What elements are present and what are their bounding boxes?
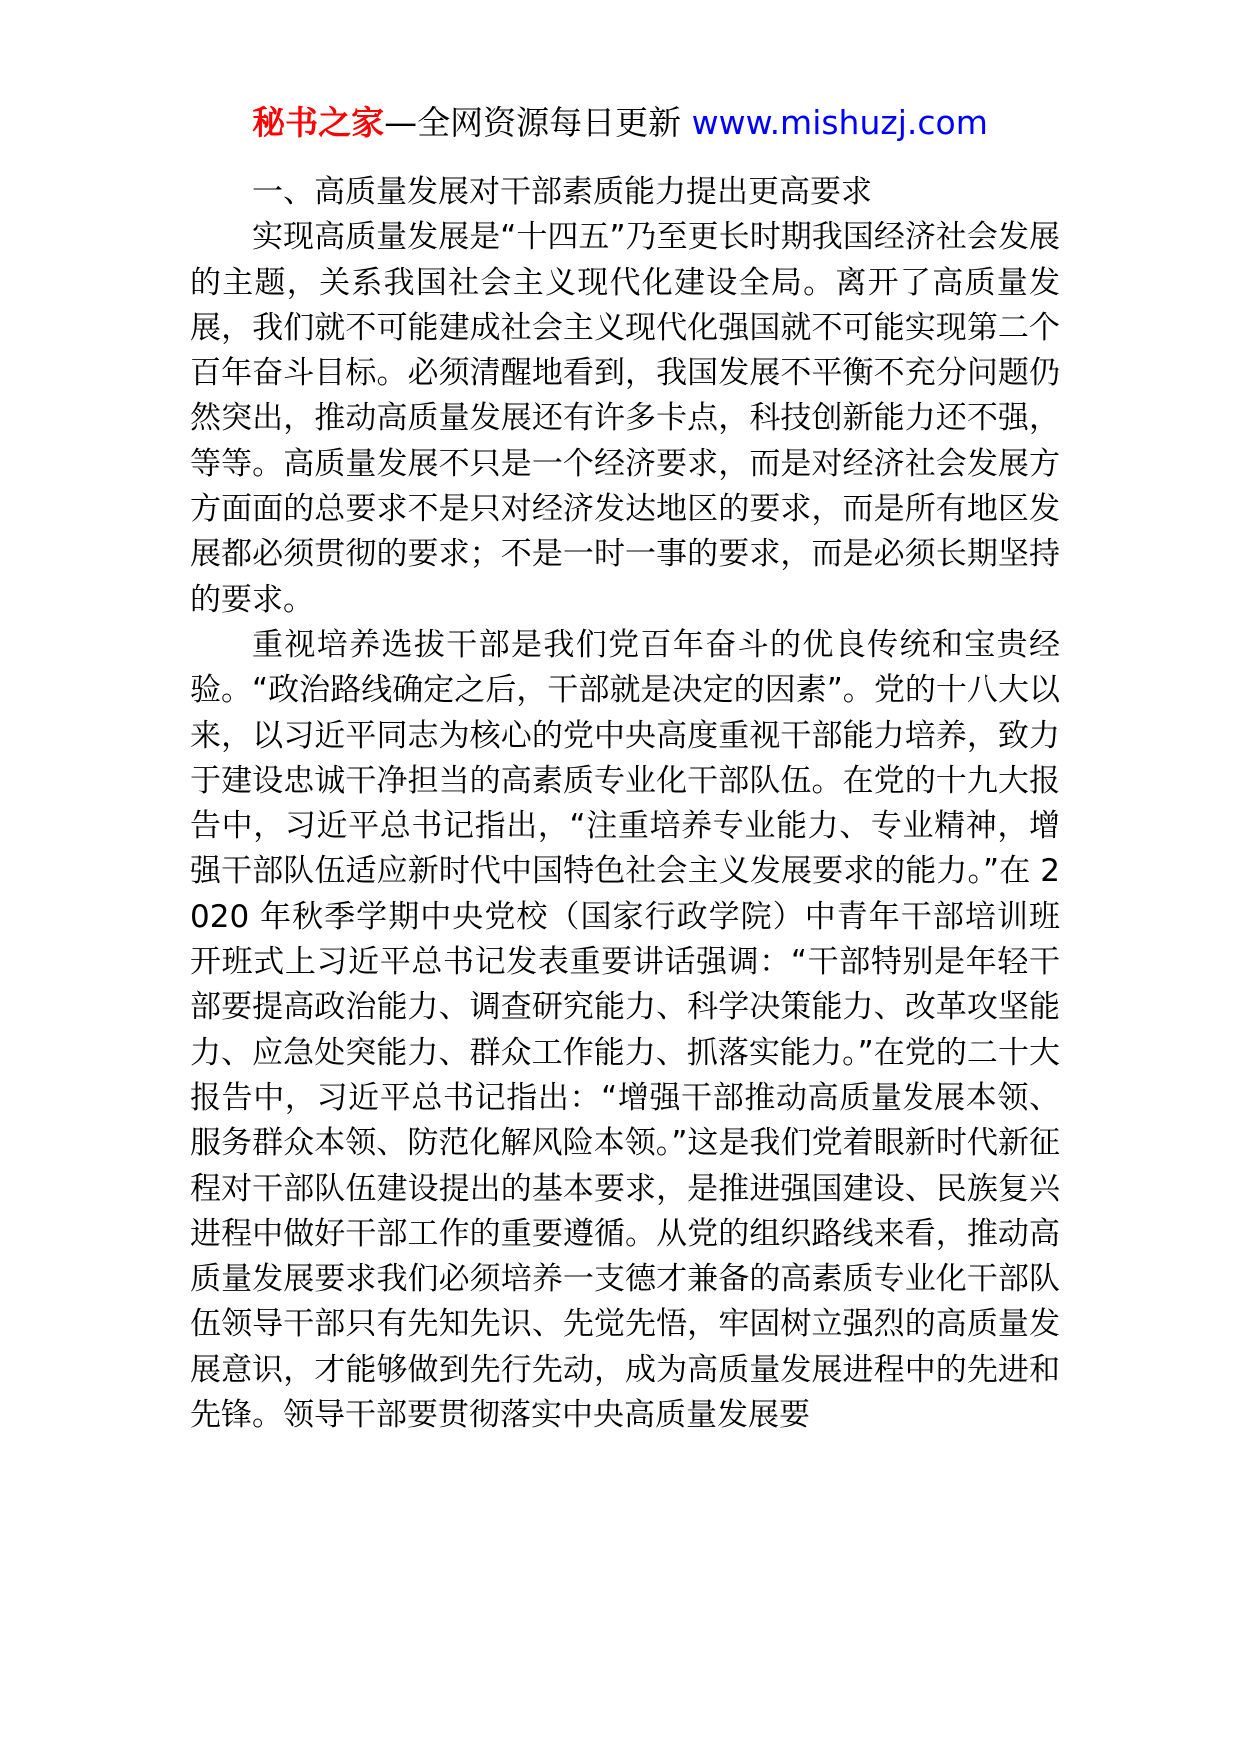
paragraph-2: 重视培养选拔干部是我们党百年奋斗的优良传统和宝贵经验。“政治路线确定之后，干部就是决定的因素”。党的十八大以来，以习近平同志为核心的党中央高度重视干部能力培养，致力于建设忠诚干净担当的高素质专业化干部队伍。在党的十九大报告中，习近平总书记指出，“注重培养专业能力、专业精神，增强干部队伍适应新时代中国特色社会主义发展要求的能力。”在 2020 年秋季学期中央党校（国家行政学院）中青年干部培训班开班式上习近平总书记发表重要讲话强调：“干部特别是年轻干部要提高政治能力、调查研究能力、科学决策能力、改革攻坚能力、应急处突能力、群众工作能力、抓落实能力。”在党的二十大报告中，习近平总书记指出：“增强干部推动高质量发展本领、服务群众本领、防范化解风险本领。”这是我们党着眼新时代新征程对干部队伍建设提出的基本要求，是推进强国建设、民族复兴进程中做好干部工作的重要遵循。从党的组织路线来看，推动高质量发展要求我们必须培养一支德才兼备的高素质专业化干部队伍领导干部只有先知先识、先觉先悟，牢固树立强烈的高质量发展意识，才能够做到先行先动，成为高质量发展进程中的先进和先锋。领导干部要贯彻落实中央高质量发展要 [190,626,1060,1434]
paragraph-1: 实现高质量发展是“十四五”乃至更长时期我国经济社会发展的主题，关系我国社会主义现代化建设全局。离开了高质量发展，我们就不可能建成社会主义现代化强国就不可能实现第二个百年奋斗目标。必须清醒地看到，我国发展不平衡不充分问题仍然突出，推动高质量发展还有许多卡点，科技创新能力还不强，等等。高质量发展不只是一个经济要求，而是对经济社会发展方方面面的总要求不是只对经济发达地区的要求，而是所有地区发展都必须贯彻的要求；不是一时一事的要求，而是必须长期坚持的要求。 [190,219,1060,618]
header-tagline: —全网资源每日更新 [384,103,692,142]
document-body [190,170,1060,1438]
section-heading: 一、高质量发展对干部素质能力提出更高要求 [252,174,872,210]
brand-name: 秘书之家 [252,103,385,142]
page-header [0,98,1240,148]
site-url-link[interactable]: www.mishuzj.com [691,103,988,142]
